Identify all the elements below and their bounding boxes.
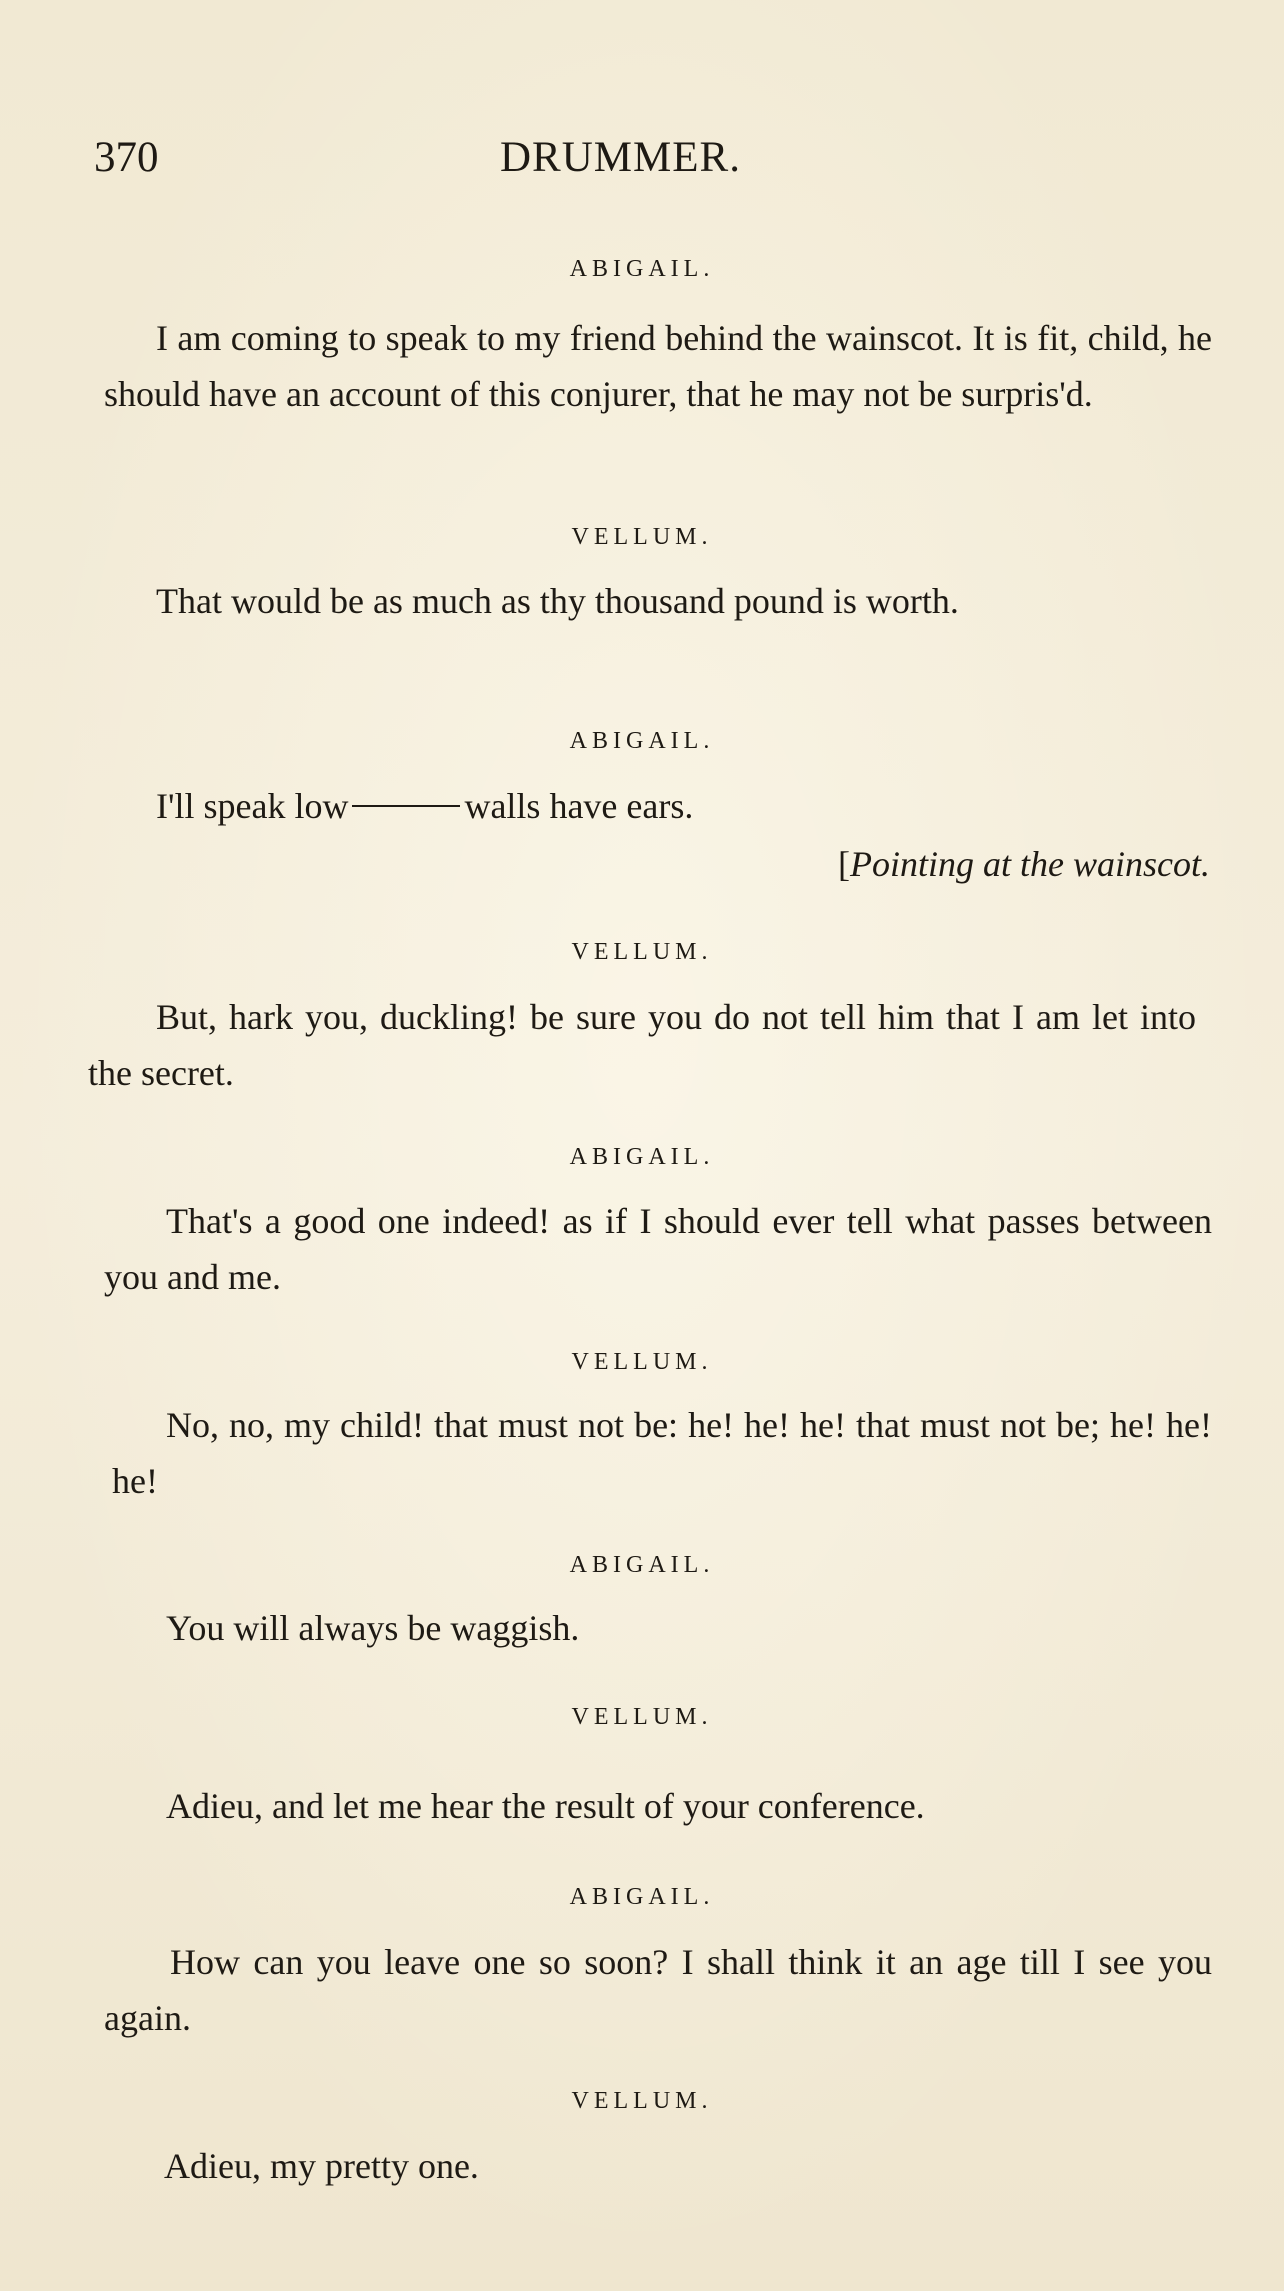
dialogue-text: That would be as much as thy thousand pound is worth. bbox=[156, 581, 959, 621]
speaker-heading: VELLUM. bbox=[571, 1704, 713, 1730]
dialogue-text: That's a good one indeed! as if I should ever tell what passes between you and me. bbox=[104, 1201, 1212, 1297]
dialogue-fragment: walls have ears. bbox=[464, 786, 694, 826]
speaker-heading: ABIGAIL. bbox=[569, 728, 715, 754]
em-dash-rule bbox=[352, 805, 460, 807]
dialogue-text: No, no, my child! that must not be: he! he! he! that must not be; he! he! he! bbox=[112, 1405, 1212, 1501]
stage-direction-text: Pointing at the wainscot. bbox=[850, 844, 1210, 884]
speaker-heading: ABIGAIL. bbox=[569, 1884, 715, 1910]
running-title: DRUMMER. bbox=[500, 134, 741, 181]
dialogue-text: You will always be waggish. bbox=[166, 1608, 580, 1648]
dialogue-text: But, hark you, duckling! be sure you do not tell him that I am let into the secret. bbox=[88, 997, 1196, 1093]
speaker-heading: ABIGAIL. bbox=[569, 1144, 715, 1170]
speaker-heading: ABIGAIL. bbox=[569, 256, 715, 282]
dialogue-text: Adieu, my pretty one. bbox=[164, 2146, 479, 2186]
dialogue-text: I am coming to speak to my friend behind the wainscot. It is fit, child, he should have an account of this conjurer, that he may not be surpris'd. bbox=[104, 318, 1212, 414]
dialogue-text: Adieu, and let me hear the result of your conference. bbox=[166, 1786, 925, 1826]
speaker-heading: VELLUM. bbox=[571, 1349, 713, 1375]
speaker-heading: ABIGAIL. bbox=[569, 1552, 715, 1578]
stage-direction bbox=[838, 836, 1210, 892]
speaker-heading: VELLUM. bbox=[571, 524, 713, 550]
speaker-heading: VELLUM. bbox=[571, 2088, 713, 2114]
dialogue-fragment: I'll speak low bbox=[156, 786, 349, 826]
dialogue-text: How can you leave one so soon? I shall think it an age till I see you again. bbox=[104, 1942, 1212, 2038]
stage-bracket: [ bbox=[838, 844, 851, 884]
page-number: 370 bbox=[94, 134, 159, 181]
page-header bbox=[0, 128, 1284, 188]
speaker-heading: VELLUM. bbox=[571, 939, 713, 965]
dialogue-text bbox=[104, 778, 1212, 834]
